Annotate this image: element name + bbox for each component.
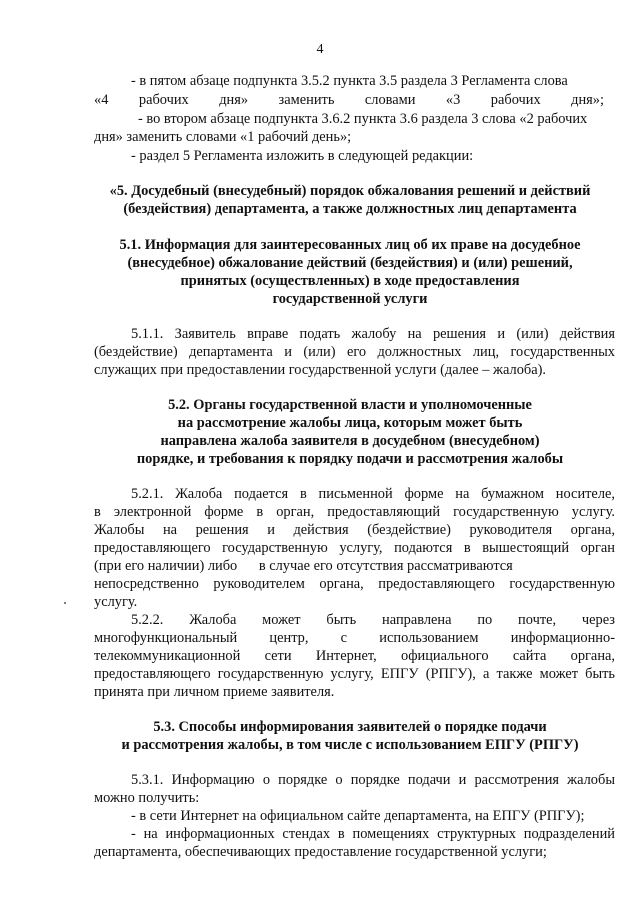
paragraph-5-2-1: непосредственно руководителем органа, предоставляющего государственную bbox=[94, 576, 615, 592]
paragraph-5-2-1: в электронной форме в орган, предоставляющий государственную услугу. bbox=[94, 504, 615, 520]
paragraph-5-3-1: департамента, обеспечивающих предоставление государственной услуги; bbox=[94, 844, 547, 860]
page-number: 4 bbox=[316, 42, 324, 57]
amendment-line: - в пятом абзаце подпункта 3.5.2 пункта 3.5 раздела 3 Регламента слова bbox=[131, 73, 568, 89]
subsection-title-5-1: (внесудебное) обжалование действий (бездействия) и (или) решений, bbox=[127, 255, 573, 271]
subsection-title-5-2: на рассмотрение жалобы лица, которым может быть bbox=[177, 415, 523, 431]
paragraph-5-2-2: предоставляющего государственную услугу, ЕПГУ (РПГУ), а также может быть bbox=[94, 666, 615, 682]
amendment-line: «4 рабочих дня» заменить словами «3 рабочих дня»; bbox=[94, 92, 604, 108]
paragraph-5-2-2: 5.2.2. Жалоба может быть направлена по почте, через bbox=[131, 612, 615, 628]
paragraph-5-2-1: Жалобы на решения и действия (бездействие) руководителя органа, bbox=[94, 522, 615, 538]
subsection-title-5-3: 5.3. Способы информирования заявителей о порядке подачи bbox=[153, 719, 547, 735]
subsection-title-5-1: 5.1. Информация для заинтересованных лиц об их праве на досудебное bbox=[119, 237, 581, 253]
section-title: «5. Досудебный (внесудебный) порядок обжалования решений и действий bbox=[109, 183, 591, 199]
subsection-title-5-3: и рассмотрения жалобы, в том числе с использованием ЕПГУ (РПГУ) bbox=[121, 737, 579, 753]
amendment-line: - во втором абзаце подпункта 3.6.2 пункта 3.6 раздела 3 слова «2 рабочих bbox=[138, 111, 588, 127]
paragraph-5-2-2: принята при личном приеме заявителя. bbox=[94, 684, 335, 700]
subsection-title-5-1: государственной услуги bbox=[272, 291, 428, 307]
paragraph-5-1-1: 5.1.1. Заявитель вправе подать жалобу на решения и (или) действия bbox=[131, 326, 615, 342]
subsection-title-5-2: порядке, и требования к порядку подачи и рассмотрения жалобы bbox=[136, 451, 564, 467]
scan-speck bbox=[64, 602, 66, 604]
amendment-line: дня» заменить словами «1 рабочий день»; bbox=[94, 129, 352, 145]
paragraph-5-3-1: - на информационных стендах в помещениях структурных подразделений bbox=[131, 826, 615, 842]
subsection-title-5-2: направлена жалоба заявителя в досудебном (внесудебном) bbox=[160, 433, 540, 449]
paragraph-5-2-1: 5.2.1. Жалоба подается в письменной форме на бумажном носителе, bbox=[131, 486, 615, 502]
paragraph-5-3-1: можно получить: bbox=[94, 790, 200, 806]
paragraph-5-1-1: (бездействие) департамента и (или) его должностных лиц, государственных bbox=[94, 344, 615, 360]
paragraph-5-3-1: 5.3.1. Информацию о порядке о порядке подачи и рассмотрения жалобы bbox=[131, 772, 615, 788]
paragraph-5-1-1: служащих при предоставлении государственной услуги (далее – жалоба). bbox=[94, 362, 546, 378]
paragraph-5-2-1: (при его наличии) либо в случае его отсутствия рассматриваются bbox=[94, 558, 513, 574]
subsection-title-5-2: 5.2. Органы государственной власти и уполномоченные bbox=[168, 397, 532, 413]
paragraph-5-3-1: - в сети Интернет на официальном сайте департамента, на ЕПГУ (РПГУ); bbox=[131, 808, 585, 824]
amendment-line: - раздел 5 Регламента изложить в следующей редакции: bbox=[131, 148, 474, 164]
paragraph-5-2-1: услугу. bbox=[94, 594, 138, 610]
paragraph-5-2-1: предоставляющего государственную услугу, подаются в вышестоящий орган bbox=[94, 540, 615, 556]
paragraph-5-2-2: многофункциональный центр, с использованием информационно- bbox=[94, 630, 615, 646]
subsection-title-5-1: принятых (осуществленных) в ходе предоставления bbox=[180, 273, 520, 289]
section-title: (бездействия) департамента, а также должностных лиц департамента bbox=[123, 201, 577, 217]
paragraph-5-2-2: телекоммуникационной сети Интернет, официального сайта органа, bbox=[94, 648, 615, 664]
